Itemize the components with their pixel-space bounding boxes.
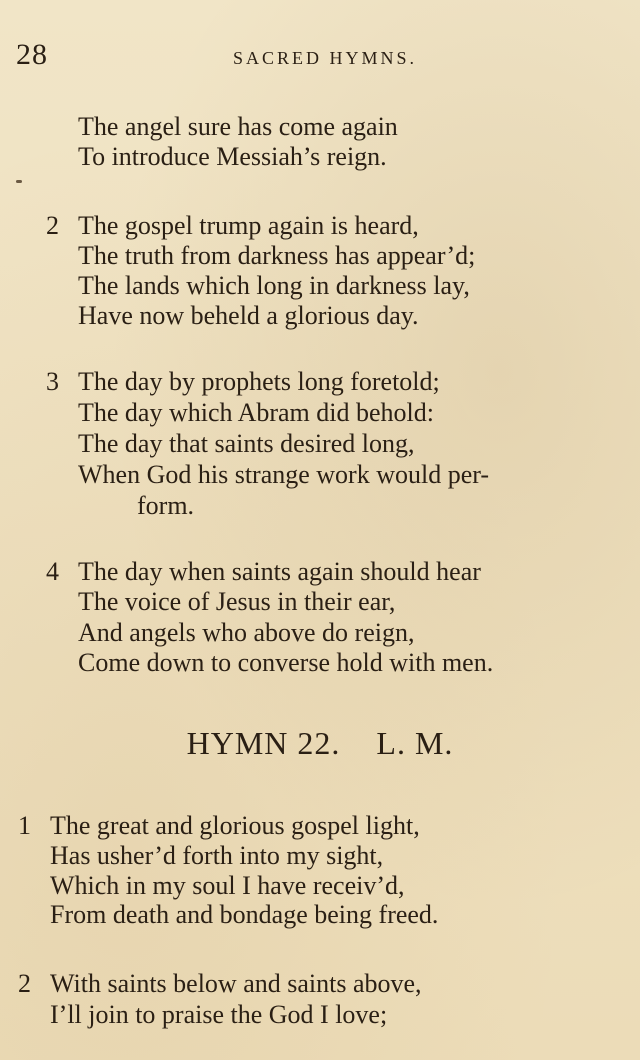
stanza-line: The day by prophets long foretold; — [78, 367, 440, 396]
continuation-line-2: To introduce Messiah’s reign. — [78, 142, 387, 171]
continuation-line-1: The angel sure has come again — [78, 112, 398, 141]
stanza-line: Have now beheld a glorious day. — [78, 301, 419, 330]
hymn-title: HYMN 22. — [186, 725, 341, 761]
stanza-number: 1 — [18, 811, 31, 840]
stanza-line: With saints below and saints above, — [50, 969, 422, 998]
stanza-number: 2 — [46, 211, 59, 240]
page-number: 28 — [16, 38, 48, 71]
stanza-line: The day which Abram did behold: — [78, 398, 434, 427]
stanza-line: The day when saints again should hear — [78, 557, 481, 586]
stanza-line: The great and glorious gospel light, — [50, 811, 420, 840]
stanza-line: The voice of Jesus in their ear, — [78, 587, 396, 616]
stanza-line: The gospel trump again is heard, — [78, 211, 419, 240]
stanza-line: Come down to converse hold with men. — [78, 648, 494, 677]
stanza-number: 2 — [18, 969, 31, 998]
stanza-line: The day that saints desired long, — [78, 429, 415, 458]
stanza-line: The truth from darkness has appear’d; — [78, 241, 476, 270]
hymn-meter: L. M. — [376, 725, 454, 761]
hymn-heading — [0, 725, 640, 762]
stanza-number: 4 — [46, 557, 59, 586]
stanza-line: Which in my soul I have receiv’d, — [50, 871, 405, 900]
stanza-line: The lands which long in darkness lay, — [78, 271, 470, 300]
stanza-line: And angels who above do reign, — [78, 618, 415, 647]
ink-speck — [16, 180, 22, 183]
stanza-line: From death and bondage being freed. — [50, 900, 439, 929]
stanza-line: form. — [137, 491, 195, 520]
running-title: SACRED HYMNS. — [232, 48, 418, 68]
stanza-line: Has usher’d forth into my sight, — [50, 841, 384, 870]
stanza-line: I’ll join to praise the God I love; — [50, 1000, 388, 1029]
stanza-number: 3 — [46, 367, 59, 396]
stanza-line: When God his strange work would per- — [78, 460, 490, 489]
